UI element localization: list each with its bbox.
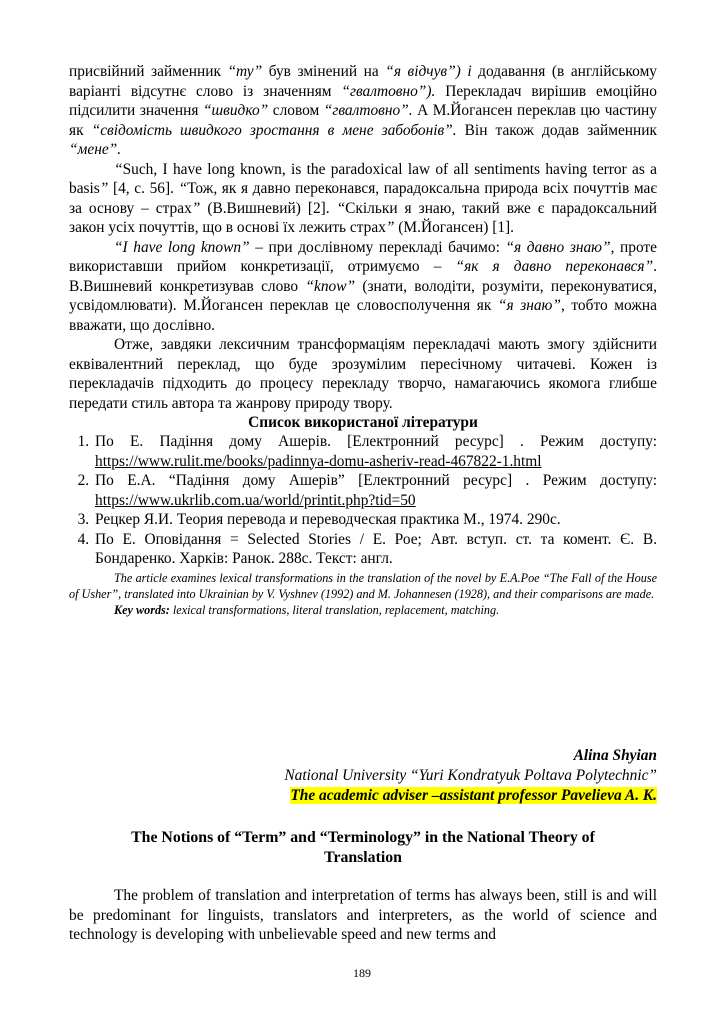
paragraph-concretization: “I have long known” – при дослівному перекладі бачимо: “я давно знаю”, проте використавши прийом конкретизації, отримуємо – “як я давно переконався”. В.Вишневий конкретизував слово “know” (знати, володіти, розуміти, переконуватися, усвідомлювати). М.Йогансен переклав це словосполучення як “я знаю”, тобто можна вважати, що дослівно. xyxy=(69,238,657,334)
reference-item: 3. Рецкер Я.И. Теория перевода и переводческая практика М., 1974. 290с. xyxy=(93,510,657,530)
article-title: The Notions of “Term” and “Terminology” in the National Theory of Translation xyxy=(131,829,595,866)
paragraph-pronoun-change: присвійний займенник “ту” був змінений на “я відчув”) і додавання (в англійському варіанті відсутнє слово із значенням “гвалтовно”). Перекладач вирішив емоційно підсилити значення “швидко” словом “гвалтовно”. А М.Йогансен переклав цю частину як “свідомість швидкого зростання в мене забобонів”. Він також додав займенник “мене”. xyxy=(69,63,657,158)
paragraph-quote-comparison: “Such, I have long known, is the paradoxical law of all sentiments having terror as a basis” [4, с. 56]. “Тож, як я давно переконався, парадоксальна природа всіх почуттів має за основу – страх” (В.Вишневий) [2]. “Скільки я знаю, такий вже є парадоксальний закон усіх почуттів, що в основі їх лежить страх” (М.Йогансен) [1]. xyxy=(69,160,657,236)
intro-paragraph: The problem of translation and interpretation of terms has always been, still is and will be predominant for linguists, translators and interpreters, as the world of science and technology is developing with unbelievable speed and new terms and xyxy=(69,887,657,943)
reference-item: 1. По Е. Падіння дому Ашерів. [Електронний ресурс] . Режим доступу: https://www.rulit.me/books/padinnya-domu-asheriv-read-467822-1.html xyxy=(93,432,657,471)
keywords-label: Key words: xyxy=(114,602,170,617)
reference-link[interactable]: https://www.ukrlib.com.ua/world/printit.php?tid=50 xyxy=(95,491,416,509)
article-body xyxy=(69,62,657,618)
reference-link[interactable]: https://www.rulit.me/books/padinnya-domu-asheriv-read-467822-1.html xyxy=(95,452,542,470)
academic-adviser: The academic adviser –assistant professor Pavelieva A. K. xyxy=(290,787,657,804)
reference-item: 4. По Е. Оповідання = Selected Stories / Е. Рое; Авт. вступ. ст. та комент. Є. В. Бондаренко. Харків: Ранок. 288с. Текст: англ. xyxy=(93,530,657,569)
reference-item: 2. По Е.А. “Падіння дому Ашерів” [Електронний ресурс] . Режим доступу: https://www.ukrlib.com.ua/world/printit.php?tid=50 xyxy=(93,471,657,510)
references-heading: Список використаної літератури xyxy=(248,414,478,431)
references-list xyxy=(69,432,657,569)
author-name: Alina Shyian xyxy=(573,747,657,764)
keywords: Key words: lexical transformations, literal translation, replacement, matching. xyxy=(114,602,500,617)
author-block xyxy=(69,746,657,806)
abstract: The article examines lexical transformations in the translation of the novel by E.A.Poe “The Fall of the House of Usher”, translated into Ukrainian by V. Vyshnev (1992) and M. Johannesen (1928), and their comparisons are made. xyxy=(69,570,657,601)
author-university: National University “Yuri Kondratyuk Poltava Polytechnic” xyxy=(284,767,657,784)
paragraph-conclusion: Отже, завдяки лексичним трансформаціям перекладачі мають змогу здійснити еквівалентний переклад, що буде зрозумілим пересічному читачеві. Кожен із перекладачів підходить до процесу перекладу творчо, намагаючись якомога глибше передати стиль автора та жанрову природу твору. xyxy=(69,336,657,412)
page-number: 189 xyxy=(353,966,371,980)
